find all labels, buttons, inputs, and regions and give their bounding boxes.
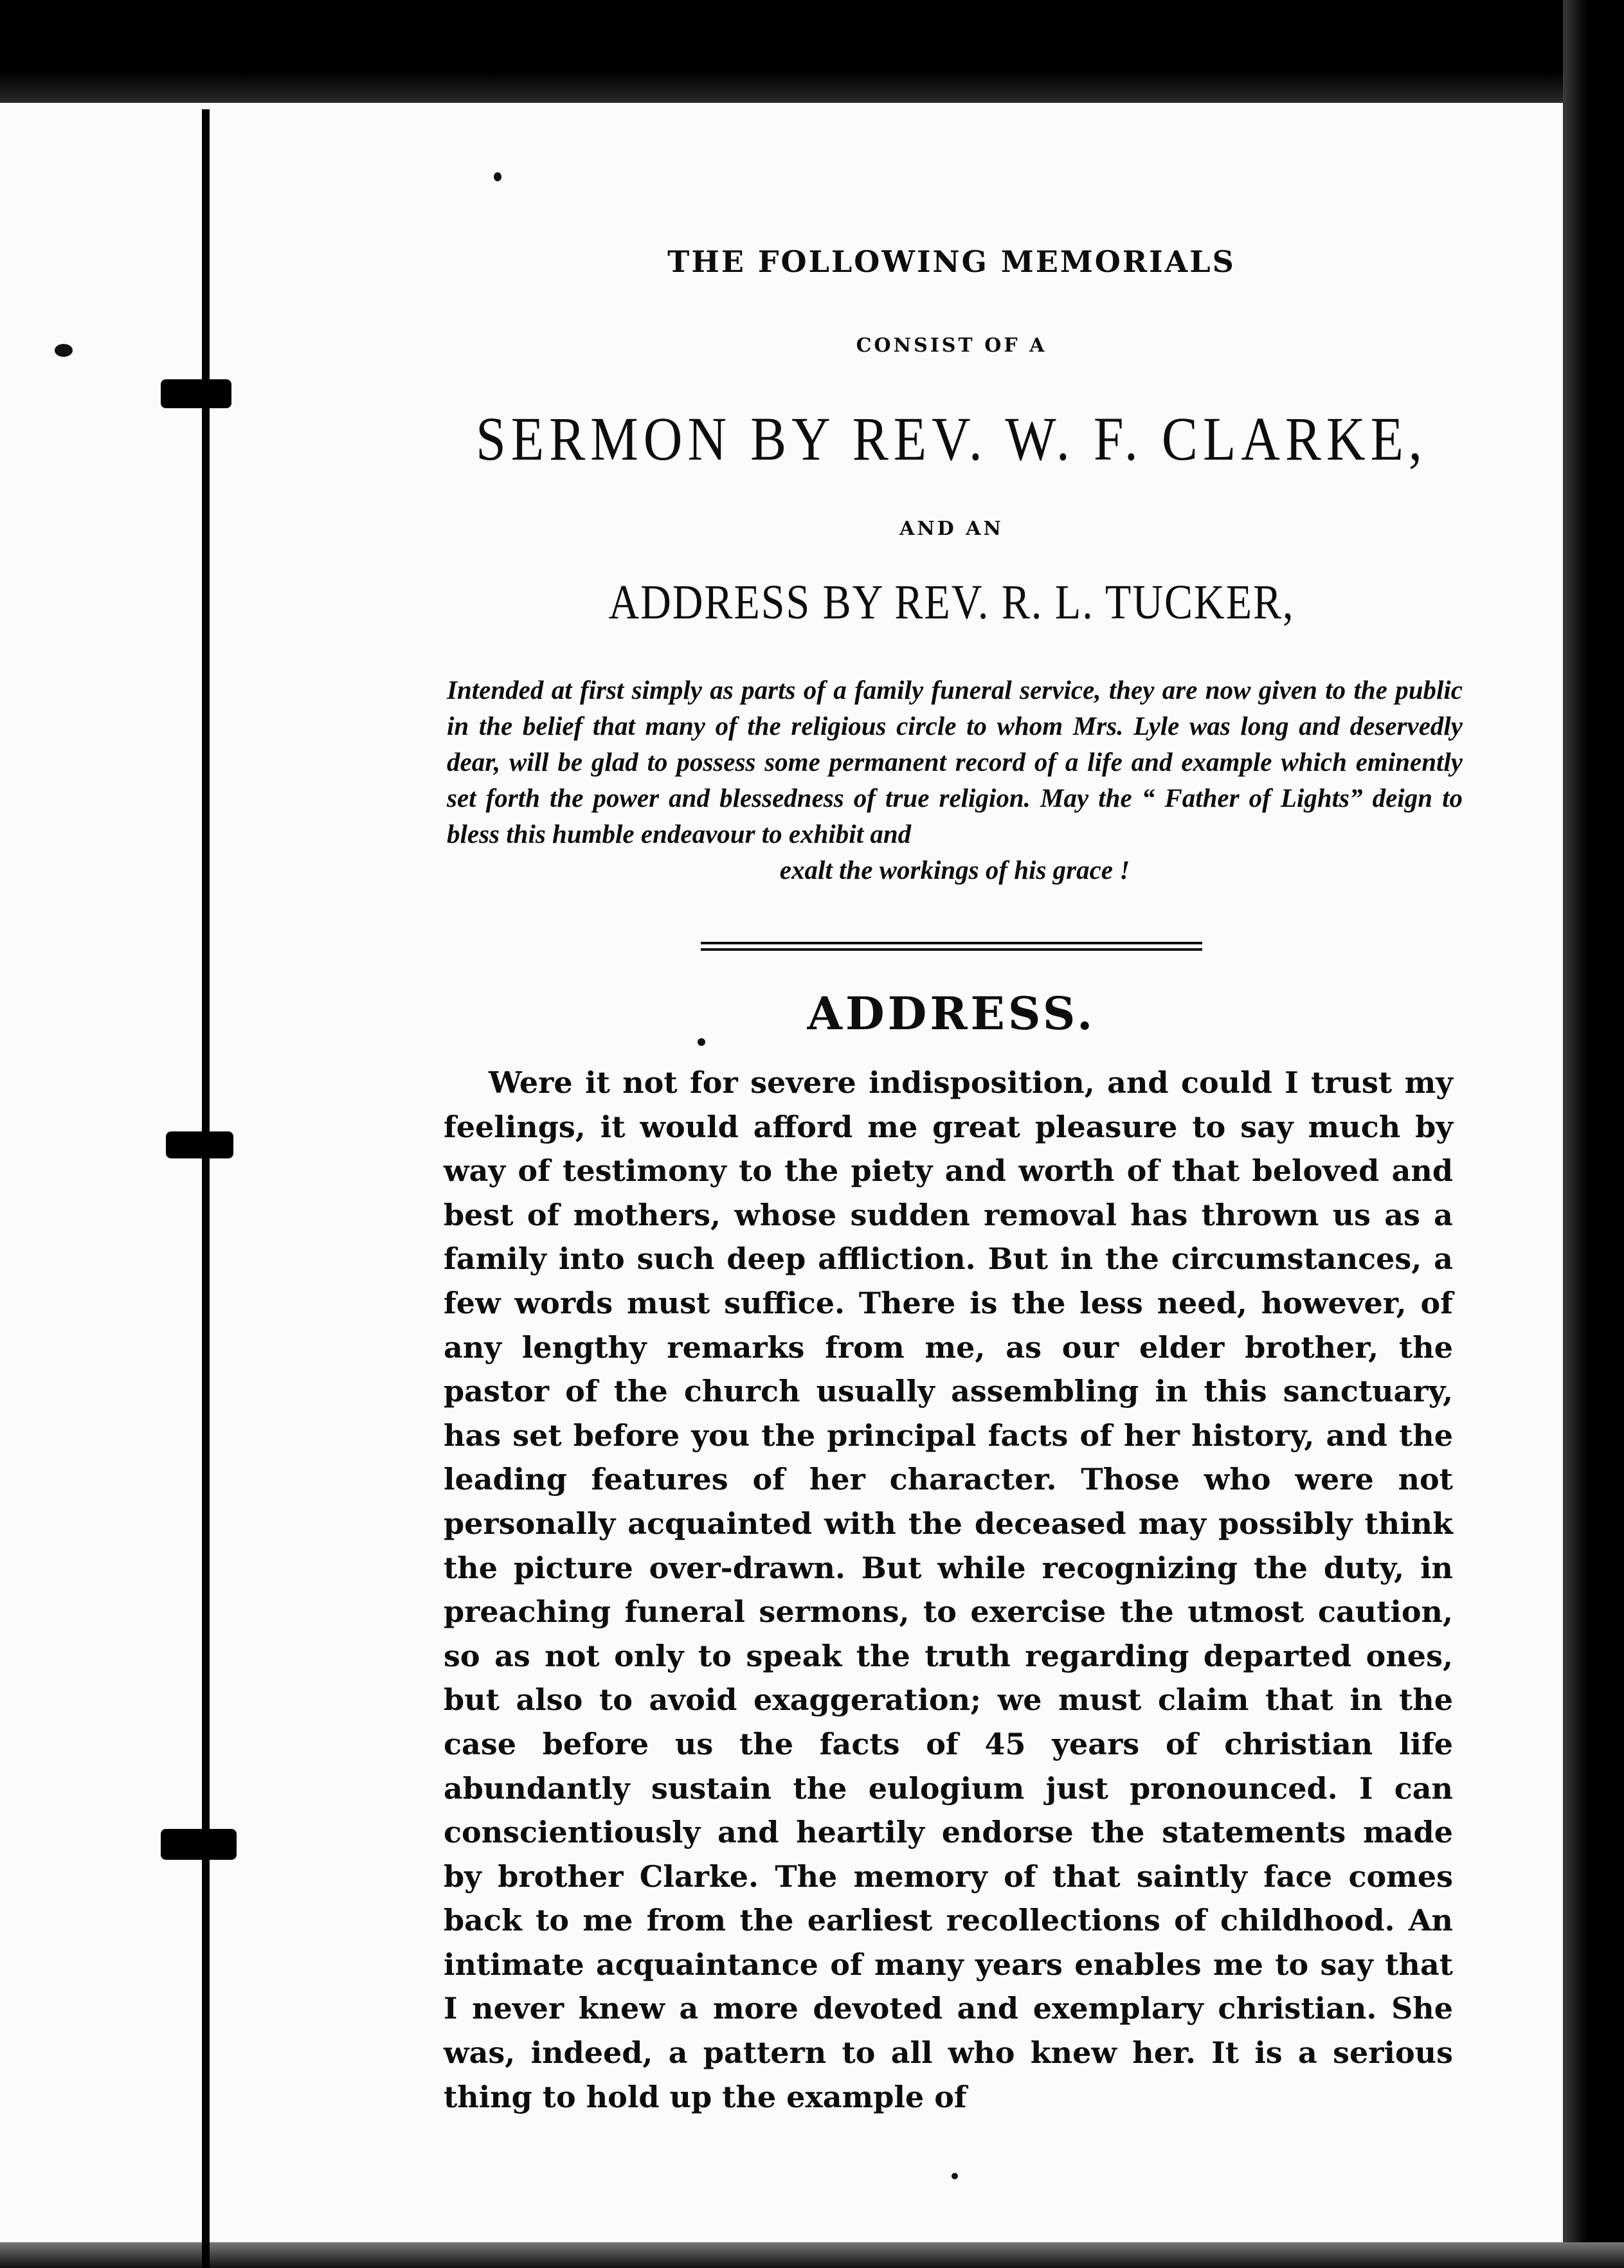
scan-border-bottom bbox=[0, 2242, 1624, 2268]
and-an-line: AND AN bbox=[899, 518, 1004, 540]
binding-spine bbox=[202, 109, 210, 2268]
ink-speck bbox=[55, 344, 73, 357]
scan-border-top bbox=[0, 0, 1624, 103]
address-by-title: ADDRESS BY REV. R. L. TUCKER, bbox=[608, 575, 1295, 630]
memorials-heading: THE FOLLOWING MEMORIALS bbox=[667, 244, 1236, 279]
sermon-title: SERMON BY REV. W. F. CLARKE, bbox=[476, 405, 1427, 474]
ink-speck bbox=[952, 2173, 958, 2179]
binding-stitch bbox=[161, 379, 231, 408]
intro-last-line: exalt the workings of his grace ! bbox=[779, 855, 1130, 885]
section-title: ADDRESS. bbox=[807, 987, 1096, 1040]
scan-border-right bbox=[1563, 0, 1624, 2268]
divider-rule-bottom bbox=[701, 948, 1202, 951]
binding-stitch bbox=[166, 1131, 233, 1158]
address-body: Were it not for severe indisposition, and could I trust my feelings, it would afford me great pleasure to say much by way of testimony to the piety and worth of that beloved and best of mothers, whose sudden removal has thrown us as a family into such deep affliction. But in the circumstances, a few words must suffice. There is the less need, however, of any lengthy remarks from me, as our elder brother, the pastor of the church usually assembling in this sanctuary, has set before you the principal facts of her history, and the leading features of her character. Those who were not personally acquainted with the deceased may possibly think the picture over-drawn. But while recognizing the duty, in preaching funeral sermons, to exercise the utmost caution, so as not only to speak the truth regarding departed ones, but also to avoid exaggeration; we must claim that in the case before us the facts of 45 years of christian life abundantly sustain the eulogium just pronounced. I can conscientiously and heartily endorse the statements made by brother Clarke. The memory of that saintly face comes back to me from the earliest recollections of childhood. An intimate acquaintance of many years enables me to say that I never knew a more devoted and exemplary christian. She was, indeed, a pattern to all who knew her. It is a serious thing to hold up the example of bbox=[444, 1065, 1453, 2114]
consist-line: CONSIST OF A bbox=[856, 334, 1047, 357]
intro-paragraph bbox=[447, 672, 1463, 888]
ink-speck bbox=[494, 172, 501, 181]
binding-stitch bbox=[161, 1829, 237, 1860]
divider-rule-top bbox=[701, 942, 1202, 944]
intro-text: Intended at first simply as parts of a family funeral service, they are now given to the public in the belief that many of the religious circle to whom Mrs. Lyle was long and deservedly dear, will be glad to possess some permanent record of a life and example which eminently set forth the power and blessedness of true religion. May the “ Father of Lights” deign to bless this humble endeavour to exhibit and bbox=[447, 675, 1463, 849]
